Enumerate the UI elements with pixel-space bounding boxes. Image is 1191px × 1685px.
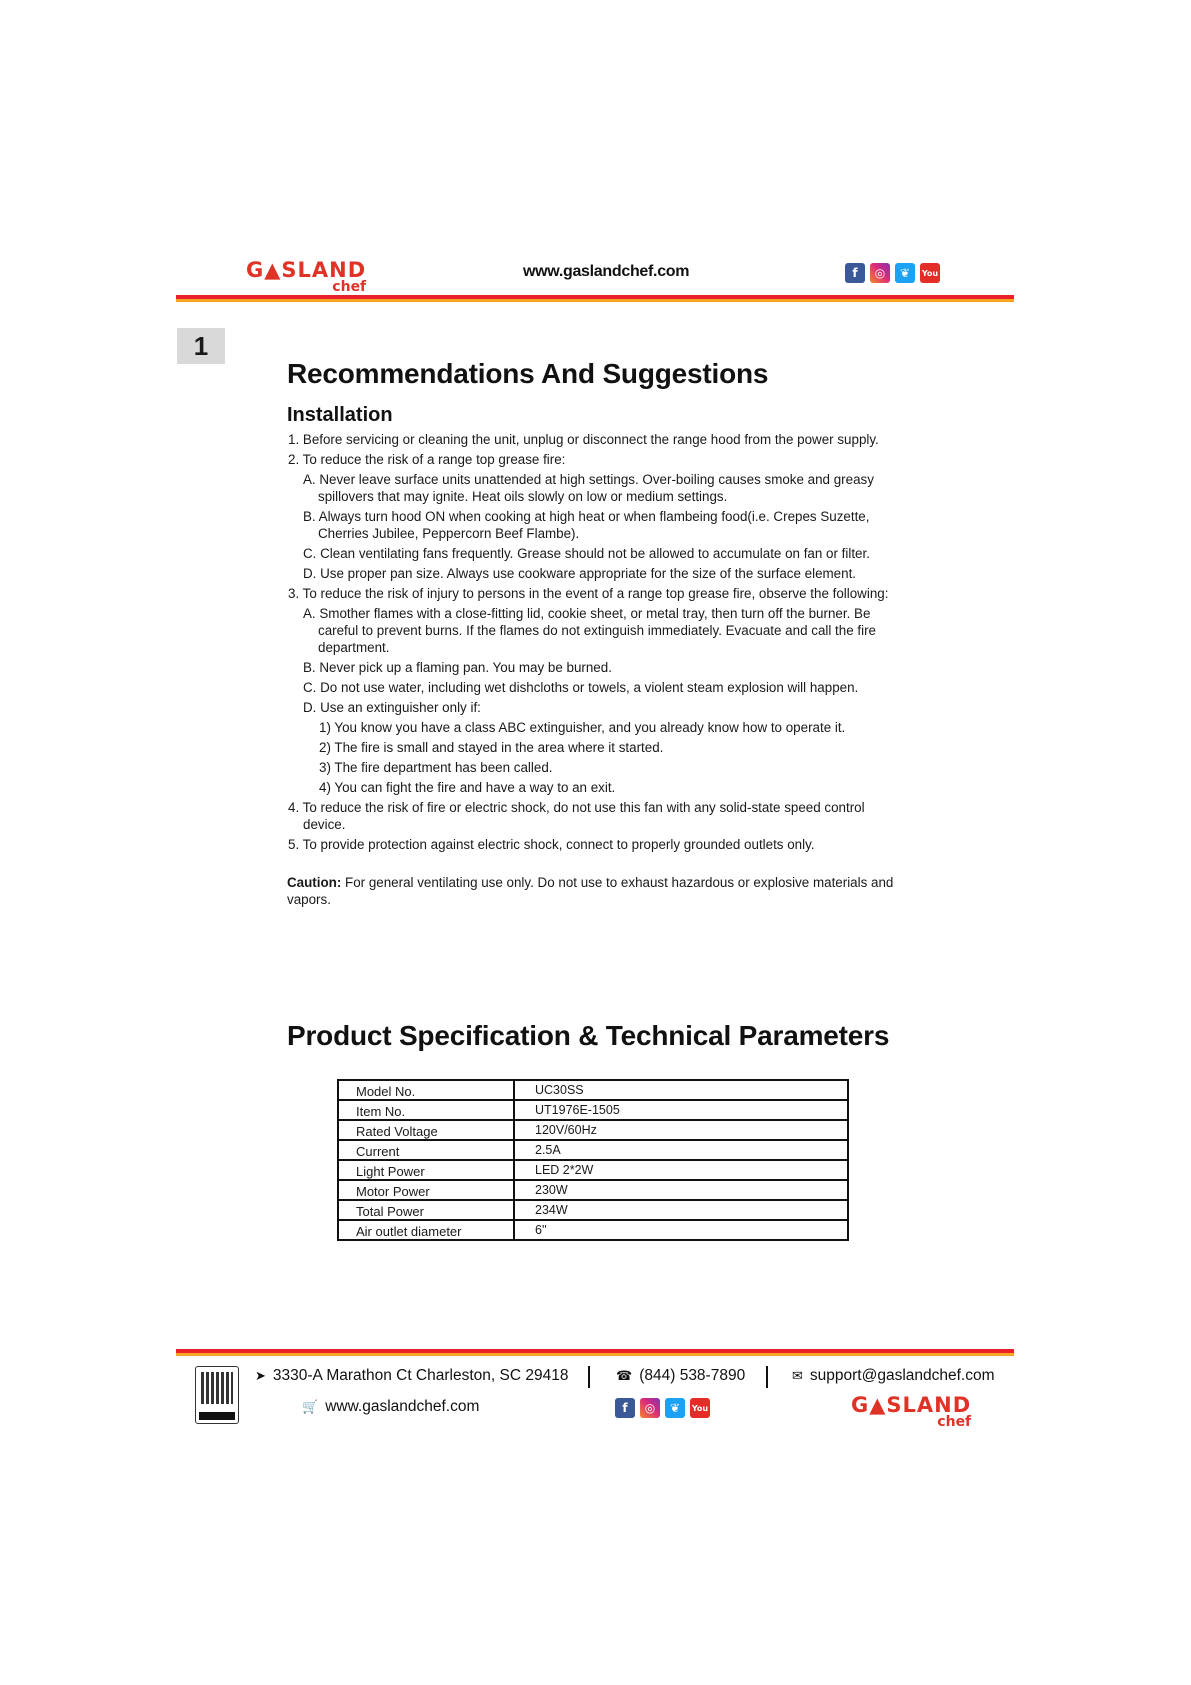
- list-item: B. Never pick up a flaming pan. You may be burned.: [303, 660, 612, 675]
- spec-label-cell: Air outlet diameter: [338, 1220, 514, 1240]
- table-row: [338, 1100, 848, 1120]
- spec-label-cell: Rated Voltage: [338, 1120, 514, 1140]
- envelope-icon: ✉: [792, 1368, 803, 1383]
- footer-address-text: 3330-A Marathon Ct Charleston, SC 29418: [272, 1367, 569, 1384]
- cart-icon: 🛒: [302, 1399, 319, 1414]
- twitter-icon[interactable]: ❦: [665, 1398, 685, 1418]
- table-row: [338, 1120, 848, 1140]
- list-item: C. Clean ventilating fans frequently. Grease should not be allowed to accumulate on fan or filter.: [303, 546, 870, 561]
- spec-value-cell: UC30SS: [514, 1080, 848, 1100]
- header-website-link[interactable]: www.gaslandchef.com: [523, 263, 690, 280]
- list-item: 2. To reduce the risk of a range top grease fire:: [288, 452, 566, 467]
- youtube-icon[interactable]: You: [690, 1398, 710, 1418]
- list-item: 3) The fire department has been called.: [319, 760, 553, 775]
- footer-separator: [766, 1366, 768, 1388]
- spec-label-cell: Light Power: [338, 1160, 514, 1180]
- spec-value-cell: 234W: [514, 1200, 848, 1220]
- spec-value-cell: 6'': [514, 1220, 848, 1240]
- caution-note: [287, 874, 907, 908]
- logo-subtitle: chef: [937, 1414, 972, 1430]
- table-row: [338, 1140, 848, 1160]
- section-title-recommendations: Recommendations And Suggestions: [287, 358, 769, 389]
- subsection-title-installation: Installation: [287, 404, 393, 426]
- installation-list: [287, 431, 907, 853]
- table-row: [338, 1200, 848, 1220]
- list-item: D. Use an extinguisher only if:: [303, 700, 481, 715]
- footer-website-text[interactable]: www.gaslandchef.com: [325, 1398, 480, 1415]
- list-item: 3. To reduce the risk of injury to persons in the event of a range top grease fire, observe the following:: [288, 586, 889, 601]
- list-item: D. Use proper pan size. Always use cookware appropriate for the size of the surface element.: [303, 566, 857, 581]
- footer-divider-bar: [176, 1349, 1014, 1356]
- spec-value-cell: UT1976E-1505: [514, 1100, 848, 1120]
- section-title-specification: Product Specification & Technical Parameters: [287, 1020, 890, 1051]
- spec-label-cell: Item No.: [338, 1100, 514, 1120]
- instagram-icon[interactable]: ◎: [640, 1398, 660, 1418]
- list-item: A. Smother flames with a close-fitting lid, cookie sheet, or metal tray, then turn off the burner. Be careful to prevent burns. If the flames do not extinguish immediately. Evacuate and call the fire department.: [303, 606, 876, 655]
- spec-label-cell: Total Power: [338, 1200, 514, 1220]
- caution-text: For general ventilating use only. Do not use to exhaust hazardous or explosive materials and vapors.: [287, 875, 894, 907]
- spec-label-cell: Motor Power: [338, 1180, 514, 1200]
- instagram-icon[interactable]: ◎: [870, 263, 890, 283]
- header-divider-bar: [176, 295, 1014, 302]
- footer-website: [302, 1398, 479, 1416]
- spec-value-cell: LED 2*2W: [514, 1160, 848, 1180]
- list-item: B. Always turn hood ON when cooking at high heat or when flambeing food(i.e. Crepes Suzette, Cherries Jubilee, Peppercorn Beef Flambe).: [303, 509, 870, 541]
- spec-value-cell: 2.5A: [514, 1140, 848, 1160]
- facebook-icon[interactable]: f: [615, 1398, 635, 1418]
- phone-icon: ☎: [616, 1368, 633, 1383]
- list-item: A. Never leave surface units unattended at high settings. Over-boiling causes smoke and greasy spillovers that may ignite. Heat oils slowly on low or medium settings.: [303, 472, 874, 504]
- twitter-icon[interactable]: ❦: [895, 263, 915, 283]
- footer-address: [255, 1367, 568, 1385]
- footer-phone-text[interactable]: (844) 538-7890: [639, 1367, 746, 1384]
- footer-social-icons: [615, 1398, 710, 1418]
- spec-label-cell: Current: [338, 1140, 514, 1160]
- page-number-badge: 1: [177, 328, 225, 364]
- logo-subtitle: chef: [332, 279, 367, 295]
- facebook-icon[interactable]: f: [845, 263, 865, 283]
- logo-wordmark: G▲SLAND: [851, 1393, 972, 1417]
- recommendations-section: [287, 358, 907, 908]
- footer-phone: [616, 1367, 745, 1385]
- specification-table: [337, 1079, 849, 1241]
- caution-label: Caution:: [287, 875, 342, 890]
- footer-email-text[interactable]: support@gaslandchef.com: [809, 1367, 995, 1384]
- header-social-icons: [845, 263, 940, 283]
- list-item: 1. Before servicing or cleaning the unit, unplug or disconnect the range hood from the power supply.: [288, 432, 879, 447]
- footer-separator: [588, 1366, 590, 1388]
- table-row: [338, 1160, 848, 1180]
- list-item: 5. To provide protection against electric shock, connect to properly grounded outlets only.: [288, 837, 815, 852]
- location-arrow-icon: ➤: [255, 1368, 266, 1383]
- logo-wordmark: G▲SLAND: [246, 258, 367, 282]
- spec-value-cell: 230W: [514, 1180, 848, 1200]
- list-item: C. Do not use water, including wet dishcloths or towels, a violent steam explosion will happen.: [303, 680, 859, 695]
- list-item: 4) You can fight the fire and have a way to an exit.: [319, 780, 616, 795]
- spec-value-cell: 120V/60Hz: [514, 1120, 848, 1140]
- spec-label-cell: Model No.: [338, 1080, 514, 1100]
- list-item: 1) You know you have a class ABC extinguisher, and you already know how to operate it.: [319, 720, 846, 735]
- table-row: [338, 1220, 848, 1240]
- youtube-icon[interactable]: You: [920, 263, 940, 283]
- brand-logo: [246, 260, 366, 294]
- list-item: 4. To reduce the risk of fire or electric shock, do not use this fan with any solid-state speed control device.: [288, 800, 865, 832]
- table-row: [338, 1080, 848, 1100]
- qr-code-icon: [195, 1366, 239, 1424]
- footer-email: [792, 1367, 995, 1385]
- list-item: 2) The fire is small and stayed in the area where it started.: [319, 740, 664, 755]
- table-row: [338, 1180, 848, 1200]
- footer-brand-logo: [851, 1395, 971, 1429]
